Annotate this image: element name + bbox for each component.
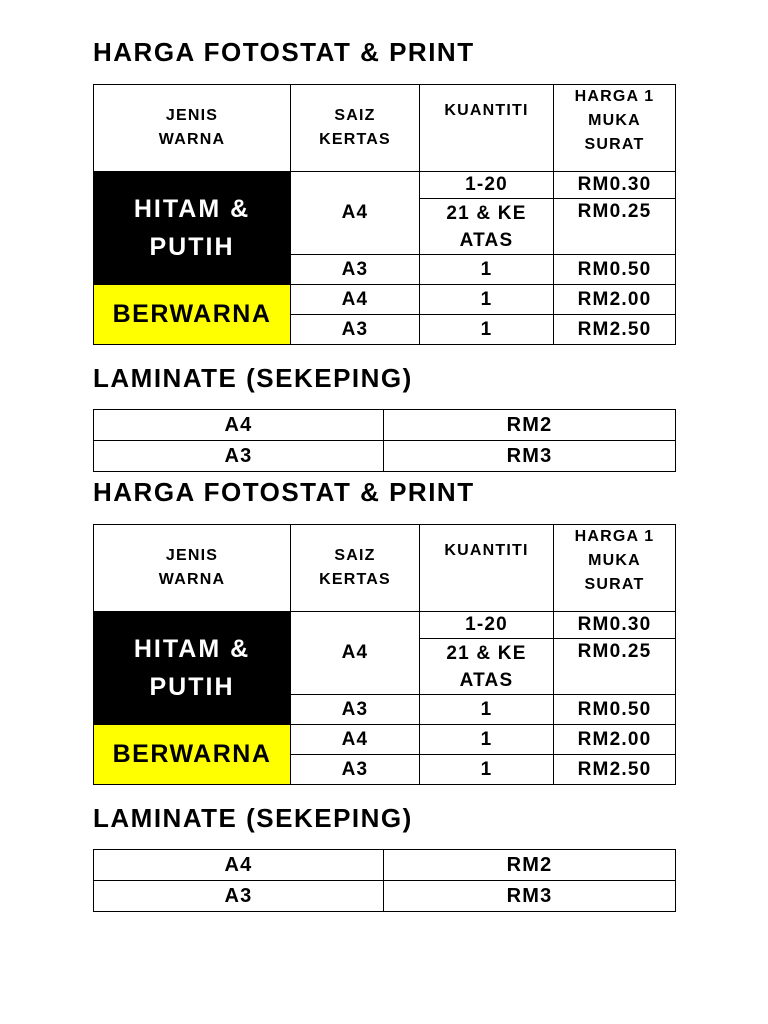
price-cell: RM2.00 [554,725,676,755]
size-cell: A4 [94,410,384,441]
laminate-price-table [93,849,676,912]
price-cell: RM2.50 [554,755,676,785]
photocopy-price-table [93,84,676,345]
price-cell: RM0.50 [554,255,676,285]
table-row [94,441,676,472]
table-header-row [94,525,676,612]
laminate-title: LAMINATE (SEKEPING) [93,803,413,833]
header-saiz-kertas: SAIZ KERTAS [291,85,420,172]
size-cell: A3 [94,881,384,912]
price-cell: RM2.00 [554,285,676,315]
header-kuantiti: KUANTITI [420,525,554,612]
size-cell: A3 [291,755,420,785]
table-row [94,881,676,912]
quantity-cell: 1 [420,315,554,345]
price-cell: RM0.30 [554,612,676,639]
quantity-cell: 1-20 [420,172,554,199]
table-row [94,850,676,881]
table-row [94,612,676,639]
size-cell: A3 [94,441,384,472]
price-cell: RM0.50 [554,695,676,725]
table-header-row [94,85,676,172]
table-row [94,410,676,441]
price-cell: RM3 [384,881,676,912]
header-jenis-warna: JENIS WARNA [94,525,291,612]
header-kuantiti: KUANTITI [420,85,554,172]
quantity-cell: 1 [420,255,554,285]
label-berwarna: BERWARNA [94,285,291,345]
table-row [94,285,676,315]
price-cell: RM2.50 [554,315,676,345]
size-cell: A4 [291,172,420,255]
price-cell: RM0.25 [554,199,676,255]
photocopy-price-table [93,524,676,785]
header-saiz-kertas: SAIZ KERTAS [291,525,420,612]
size-cell: A4 [94,850,384,881]
header-jenis-warna: JENIS WARNA [94,85,291,172]
quantity-cell: 21 & KE ATAS [420,199,554,255]
size-cell: A4 [291,725,420,755]
quantity-cell: 21 & KE ATAS [420,639,554,695]
quantity-cell: 1 [420,695,554,725]
laminate-price-table [93,409,676,472]
size-cell: A3 [291,315,420,345]
price-cell: RM0.30 [554,172,676,199]
table-row [94,725,676,755]
label-hitam-putih: HITAM & PUTIH [94,172,291,285]
price-cell: RM0.25 [554,639,676,695]
header-harga: HARGA 1 MUKA SURAT [554,525,676,612]
header-harga: HARGA 1 MUKA SURAT [554,85,676,172]
price-cell: RM2 [384,850,676,881]
quantity-cell: 1 [420,285,554,315]
size-cell: A3 [291,255,420,285]
price-cell: RM2 [384,410,676,441]
quantity-cell: 1 [420,725,554,755]
price-cell: RM3 [384,441,676,472]
label-hitam-putih: HITAM & PUTIH [94,612,291,725]
size-cell: A4 [291,612,420,695]
size-cell: A3 [291,695,420,725]
table-row [94,172,676,199]
quantity-cell: 1 [420,755,554,785]
page-title: HARGA FOTOSTAT & PRINT [93,37,475,67]
laminate-title: LAMINATE (SEKEPING) [93,363,413,393]
page-title: HARGA FOTOSTAT & PRINT [93,477,475,507]
label-berwarna: BERWARNA [94,725,291,785]
size-cell: A4 [291,285,420,315]
quantity-cell: 1-20 [420,612,554,639]
